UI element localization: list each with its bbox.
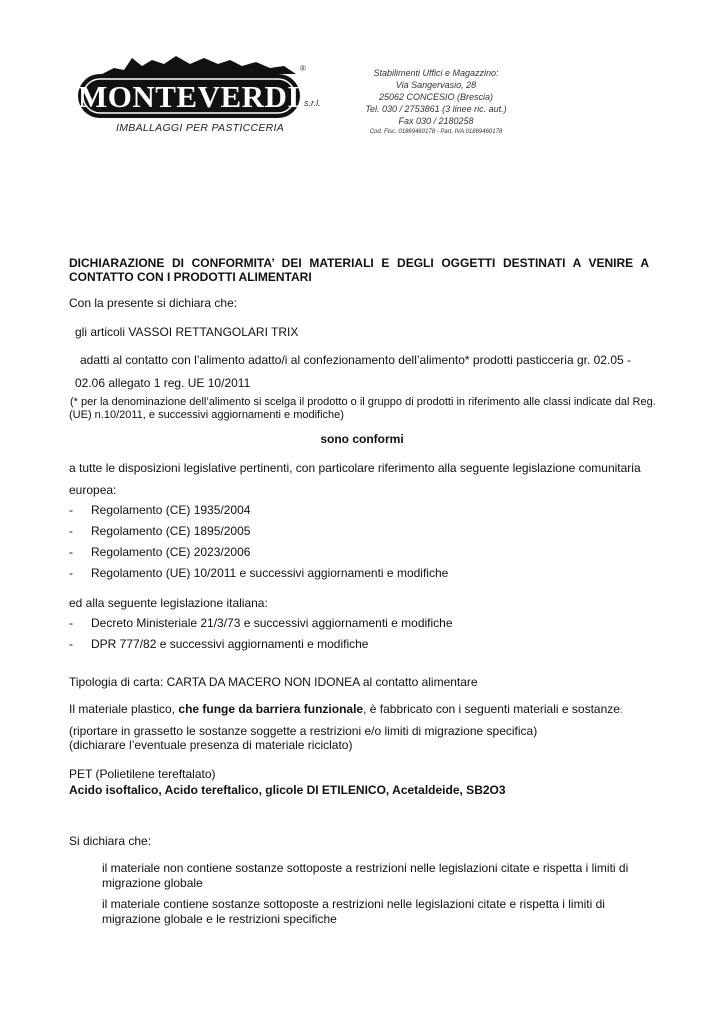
plastic-statement xyxy=(69,702,669,718)
regulation-text: Regolamento (CE) 1895/2005 xyxy=(91,524,251,538)
registered-mark: ® xyxy=(300,64,306,73)
eu-intro-line-1: a tutte le disposizioni legislative pertinenti, con particolare riferimento alla seguente legislazione comunitaria xyxy=(69,461,641,475)
note-bold-substances: (riportare in grassetto le sostanze soggette a restrizioni e/o limiti di migrazione specifica) xyxy=(69,724,538,738)
it-intro: ed alla seguente legislazione italiana: xyxy=(69,596,268,610)
bullet-dash: - xyxy=(69,524,73,538)
eu-regulation-item xyxy=(69,524,659,539)
bullet-dash: - xyxy=(69,566,73,580)
fiscal-code: Cod. Fisc. 01869460178 - Part. IVA 01869460178 xyxy=(369,129,503,135)
bullet-dash: - xyxy=(69,616,73,630)
eu-intro-line-2: europea: xyxy=(69,483,117,497)
plastic-pre: Il materiale plastico, xyxy=(69,702,179,716)
declaration-option-2: il materiale contiene sostanze sottoposte a restrizioni nelle legislazioni citate e rispetta i limiti di migrazione globale e le restrizioni specifiche xyxy=(102,897,605,926)
usage-line-2: 02.06 allegato 1 reg. UE 10/2011 xyxy=(75,376,251,390)
substances-list: Acido isoftalico, Acido tereftalico, glicole DI ETILENICO, Acetaldeide, SB2O3 xyxy=(69,783,506,797)
it-regulation-item xyxy=(69,616,659,631)
company-suffix: s.r.l. xyxy=(304,98,321,108)
footnote-text: (* per la denominazione dell’alimento si scelga il prodotto o il gruppo di prodotti in riferimento alle classi indicate dal Reg. (UE) n.10/2011, e successivi aggiornamenti e modifiche) xyxy=(69,396,656,421)
note-recycled: (dichiarare l’eventuale presenza di materiale riciclato) xyxy=(69,738,353,752)
plastic-colon: : xyxy=(619,705,623,716)
bullet-dash: - xyxy=(69,637,73,651)
material-name: PET (Polietilene tereftalato) xyxy=(69,767,216,781)
regulation-text: Regolamento (UE) 10/2011 e successivi aggiornamenti e modifiche xyxy=(91,566,449,580)
address-line: Via Sangervasio, 28 xyxy=(395,80,477,90)
paper-type: Tipologia di carta: CARTA DA MACERO NON IDONEA al contatto alimentare xyxy=(69,675,478,689)
document-title: DICHIARAZIONE DI CONFORMITA’ DEI MATERIALI E DEGLI OGGETTI DESTINATI A VENIRE A CONTATTO CON I PRODOTTI ALIMENTARI xyxy=(69,256,649,284)
it-regulation-item xyxy=(69,637,659,652)
bullet-dash: - xyxy=(69,545,73,559)
conform-heading: sono conformi xyxy=(320,432,404,446)
declare-text: Si dichiara che: xyxy=(69,834,152,848)
address-line: Tel. 030 / 2753861 (3 linee ric. aut.) xyxy=(365,104,507,114)
eu-regulation-item xyxy=(69,503,659,518)
declaration-option-1: il materiale non contiene sostanze sottoposte a restrizioni nelle legislazioni citate e rispetta i limiti di migrazione globale xyxy=(102,861,629,890)
articles-text: gli articoli VASSOI RETTANGOLARI TRIX xyxy=(75,325,299,339)
eu-regulation-item xyxy=(69,545,659,560)
eu-regulation-item xyxy=(69,566,659,581)
logo-wordmark: MONTEVERDI xyxy=(77,79,301,114)
intro-text: Con la presente si dichiara che: xyxy=(69,296,238,310)
regulation-text: DPR 777/82 e successivi aggiornamenti e modifiche xyxy=(91,637,369,651)
address-line: Stabilimenti Uffici e Magazzino: xyxy=(373,68,499,78)
plastic-post: , è fabbricato con i seguenti materiali e sostanze xyxy=(363,702,620,716)
company-address xyxy=(336,67,536,138)
usage-line-1: adatti al contatto con l’alimento adatto/i al confezionamento dell’alimento* prodotti pasticceria gr. 02.05 - xyxy=(80,353,631,367)
address-line: Fax 030 / 2180258 xyxy=(398,116,474,126)
regulation-text: Regolamento (CE) 2023/2006 xyxy=(91,545,251,559)
plastic-bold: che funge da barriera funzionale xyxy=(178,702,364,716)
company-tagline: IMBALLAGGI PER PASTICCERIA xyxy=(116,122,285,134)
address-line: 25062 CONCESIO (Brescia) xyxy=(378,92,494,102)
regulation-text: Regolamento (CE) 1935/2004 xyxy=(91,503,251,517)
regulation-text: Decreto Ministeriale 21/3/73 e successivi aggiornamenti e modifiche xyxy=(91,616,453,630)
bullet-dash: - xyxy=(69,503,73,517)
